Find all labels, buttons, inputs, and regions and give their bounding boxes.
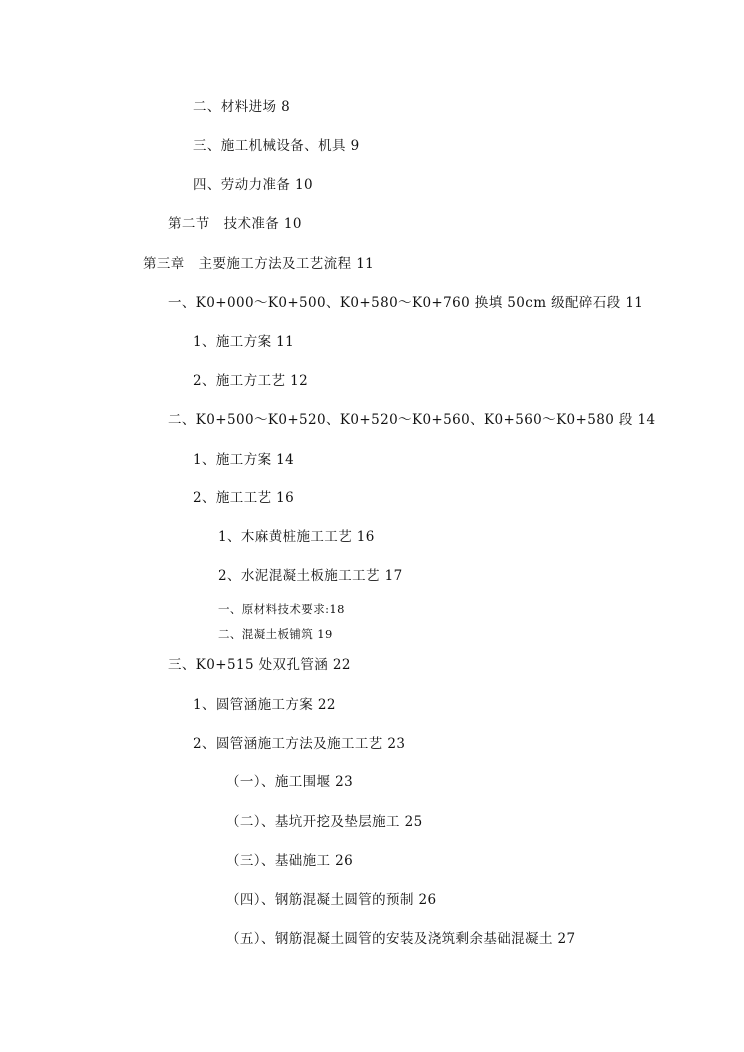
toc-entry-culvert-plan: 1、圆管涵施工方案 22	[193, 697, 336, 713]
toc-entry-labor: 四、劳动力准备 10	[193, 177, 313, 193]
toc-entry-part-2-process: 2、施工工艺 16	[193, 490, 295, 506]
toc-entry-concrete-slab: 2、水泥混凝土板施工工艺 17	[218, 568, 403, 584]
toc-entry-chapter-3: 第三章 主要施工方法及工艺流程 11	[143, 256, 375, 272]
toc-entry-pipe-prefab: （四）、钢筋混凝土圆管的预制 26	[226, 892, 437, 908]
toc-entry-part-1: 一、K0+000～K0+500、K0+580～K0+760 换填 50cm 级配碎石段 11	[168, 295, 644, 311]
toc-entry-foundation: （三）、基础施工 26	[226, 853, 354, 869]
toc-entry-machinery: 三、施工机械设备、机具 9	[193, 138, 360, 154]
toc-entry-materials-arrival: 二、材料进场 8	[193, 99, 291, 115]
toc-entry-part-2: 二、K0+500～K0+520、K0+520～K0+560、K0+560～K0+580 段 14	[168, 412, 656, 428]
toc-entry-section-technical: 第二节 技术准备 10	[168, 216, 302, 232]
toc-entry-culvert-methods: 2、圆管涵施工方法及施工工艺 23	[193, 736, 406, 752]
toc-entry-pipe-installation: （五）、钢筋混凝土圆管的安装及浇筑剩余基础混凝土 27	[226, 931, 576, 947]
toc-entry-slab-paving: 二、混凝土板铺筑 19	[218, 627, 333, 641]
toc-entry-raw-material-requirements: 一、原材料技术要求:18	[218, 602, 345, 616]
toc-entry-excavation: （二）、基坑开挖及垫层施工 25	[226, 814, 423, 830]
toc-entry-part-2-plan: 1、施工方案 14	[193, 452, 295, 468]
toc-entry-cofferdam: （一）、施工围堰 23	[226, 774, 354, 790]
toc-entry-part-1-process: 2、施工方工艺 12	[193, 373, 309, 389]
toc-entry-part-3-culvert: 三、K0+515 处双孔管涵 22	[168, 657, 351, 673]
toc-entry-casuarina-pile: 1、木麻黄桩施工工艺 16	[218, 529, 375, 545]
toc-entry-part-1-plan: 1、施工方案 11	[193, 334, 295, 350]
